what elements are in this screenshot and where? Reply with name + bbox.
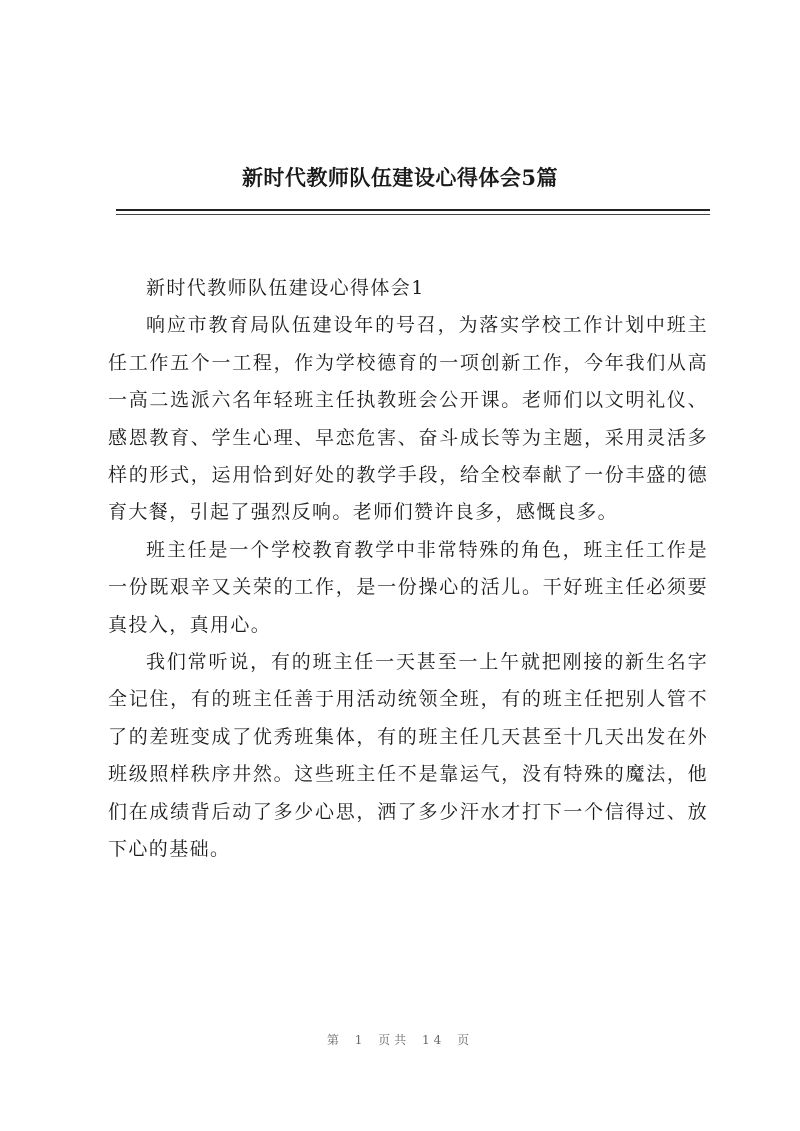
title-divider-thin bbox=[116, 214, 710, 215]
footer-middle: 页共 bbox=[378, 1033, 411, 1047]
section-subtitle: 新时代教师队伍建设心得体会1 bbox=[146, 277, 425, 299]
paragraph-3: 我们常听说，有的班主任一天甚至一上午就把刚接的新生名字全记住，有的班主任善于用活动统领全班，有的班主任把别人管不了的差班变成了优秀班集体，有的班主任几天甚至十几天出发在外班级照样秩序井然。这些班主任不是靠运气，没有特殊的魔法，他们在成绩背后动了多少心思，洒了多少汗水才打下一个信得过、放下心的基础。 bbox=[108, 651, 708, 861]
paragraph-2: 班主任是一个学校教育教学中非常特殊的角色，班主任工作是一份既艰辛又关荣的工作，是一份操心的活儿。干好班主任必须要真投入，真用心。 bbox=[108, 538, 708, 636]
footer-current-page: 1 bbox=[354, 1033, 367, 1047]
title-divider bbox=[116, 209, 710, 211]
footer-suffix: 页 bbox=[457, 1033, 474, 1047]
document-body bbox=[108, 270, 708, 869]
paragraph-1: 响应市教育局队伍建设年的号召，为落实学校工作计划中班主任工作五个一工程，作为学校德育的一项创新工作，今年我们从高一高二选派六名年轻班主任执教班会公开课。老师们以文明礼仪、感恩教育、学生心理、早恋危害、奋斗成长等为主题，采用灵活多样的形式，运用恰到好处的教学手段，给全校奉献了一份丰盛的德育大餐，引起了强烈反响。老师们赞许良多，感慨良多。 bbox=[108, 314, 708, 524]
footer-total-pages: 14 bbox=[422, 1033, 446, 1047]
document-title: 新时代教师队伍建设心得体会5篇 bbox=[241, 165, 559, 190]
page-footer bbox=[0, 1031, 800, 1048]
footer-prefix: 第 bbox=[326, 1033, 343, 1047]
